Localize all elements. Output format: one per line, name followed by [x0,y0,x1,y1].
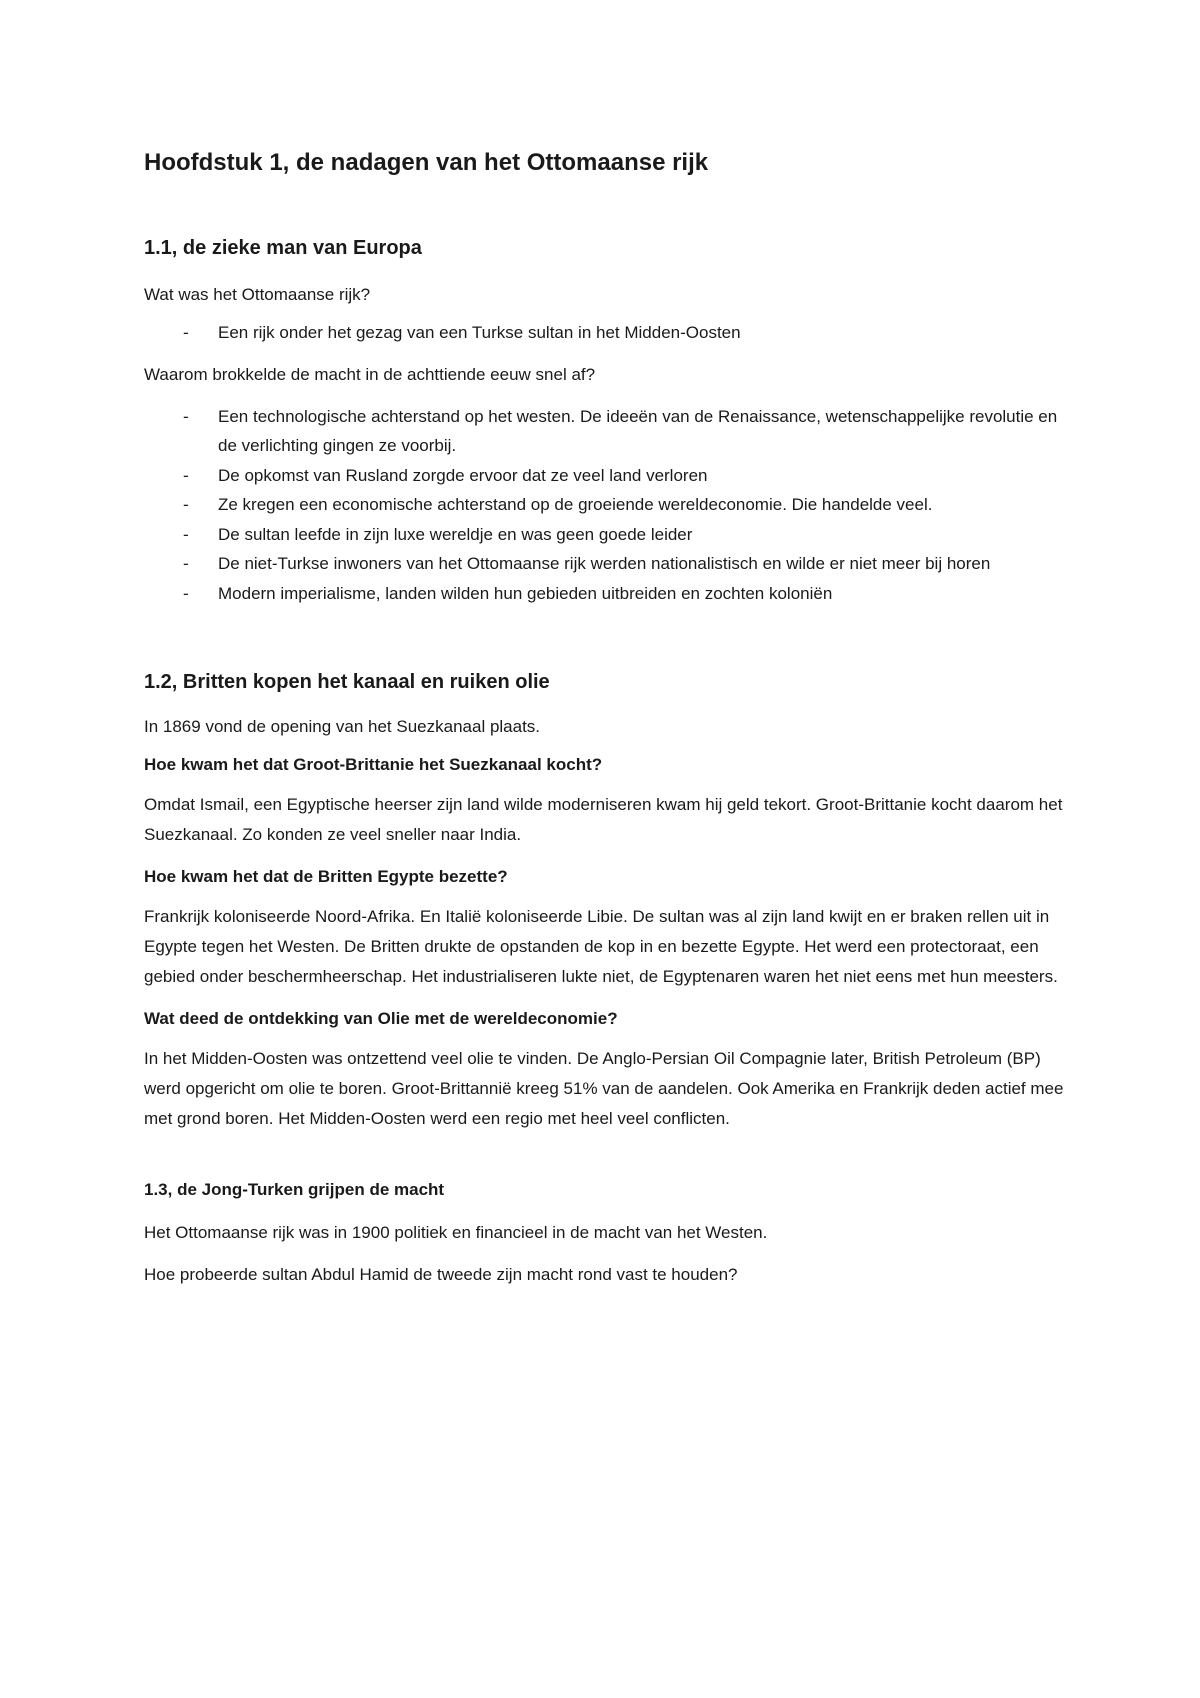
section-1-2-intro: In 1869 vond de opening van het Suezkanaal plaats. [144,717,541,736]
section-1-3-title: 1.3, de Jong-Turken grijpen de macht [144,1180,445,1199]
section-1-3-intro: Het Ottomaanse rijk was in 1900 politiek en financieel in de macht van het Westen. [144,1223,768,1242]
list-item-text: De niet-Turkse inwoners van het Ottomaanse rijk werden nationalistisch en wilde er niet meer bij horen [218,554,991,573]
list-dash: - [183,406,189,426]
section-1-2-answer-2: Frankrijk koloniseerde Noord-Afrika. En Italië koloniseerde Libie. De sultan was al zijn land kwijt en er braken rellen uit in Egypte tegen het Westen. De Britten drukte de opstanden de kop in en bezette Egypte. Het werd een protectoraat, een gebied onder beschermheerschap. Het industrialiseren lukte niet, de Egyptenaren waren het niet eens met hun meesters. [144,907,1058,986]
list-dash: - [183,554,189,573]
document-content [144,146,1064,1290]
section-1-1-question-2: Waarom brokkelde de macht in de achttiende eeuw snel af? [144,364,596,384]
list-item-text: Een rijk onder het gezag van een Turkse sultan in het Midden-Oosten [218,323,741,342]
list-dash: - [183,495,189,514]
section-1-1-question-1: Wat was het Ottomaanse rijk? [144,285,371,304]
list-item [144,402,1064,461]
section-1-2-question-1: Hoe kwam het dat Groot-Brittanie het Suezkanaal kocht? [144,755,603,774]
section-1-1-answer-list-2 [144,402,1064,609]
section-1-2-answer-3: In het Midden-Oosten was ontzettend veel olie te vinden. De Anglo-Persian Oil Compagnie later, British Petroleum (BP) werd opgericht om olie te boren. Groot-Brittannië kreeg 51% van de aandelen. Ook Amerika en Frankrijk deden actief mee met grond boren. Het Midden-Oosten werd een regio met heel veel conflicten. [144,1049,1064,1128]
section-1-2-question-3: Wat deed de ontdekking van Olie met de wereldeconomie? [144,1009,618,1028]
list-item [144,579,1064,609]
list-item [144,520,1064,550]
list-item-text: De sultan leefde in zijn luxe wereldje en was geen goede leider [218,524,693,544]
section-1-1-title: 1.1, de zieke man van Europa [144,237,422,259]
list-dash: - [183,323,189,342]
list-item [144,318,1064,348]
list-dash: - [183,524,189,544]
section-1-2-question-2: Hoe kwam het dat de Britten Egypte bezette? [144,867,508,886]
section-1-1-answer-list-1 [144,318,1064,348]
list-item [144,461,1064,491]
list-item-text: Een technologische achterstand op het westen. De ideeën van de Renaissance, wetenschappelijke revolutie en de verlichting gingen ze voorbij. [218,406,1058,455]
list-item-text: De opkomst van Rusland zorgde ervoor dat ze veel land verloren [218,465,708,485]
list-dash: - [183,465,189,485]
list-item-text: Ze kregen een economische achterstand op de groeiende wereldeconomie. Die handelde veel. [218,495,933,514]
chapter-title: Hoofdstuk 1, de nadagen van het Ottomaanse rijk [144,149,709,176]
section-1-2-answer-1: Omdat Ismail, een Egyptische heerser zijn land wilde moderniseren kwam hij geld tekort. Groot-Brittanie kocht daarom het Suezkanaal. Zo konden ze veel sneller naar India. [144,795,1063,844]
list-item [144,490,1064,520]
list-item-text: Modern imperialisme, landen wilden hun gebieden uitbreiden en zochten koloniën [218,583,833,603]
list-dash: - [183,583,189,603]
section-1-3-question-1: Hoe probeerde sultan Abdul Hamid de tweede zijn macht rond vast te houden? [144,1265,738,1284]
section-1-2-title: 1.2, Britten kopen het kanaal en ruiken olie [144,671,550,693]
list-item [144,549,1064,579]
